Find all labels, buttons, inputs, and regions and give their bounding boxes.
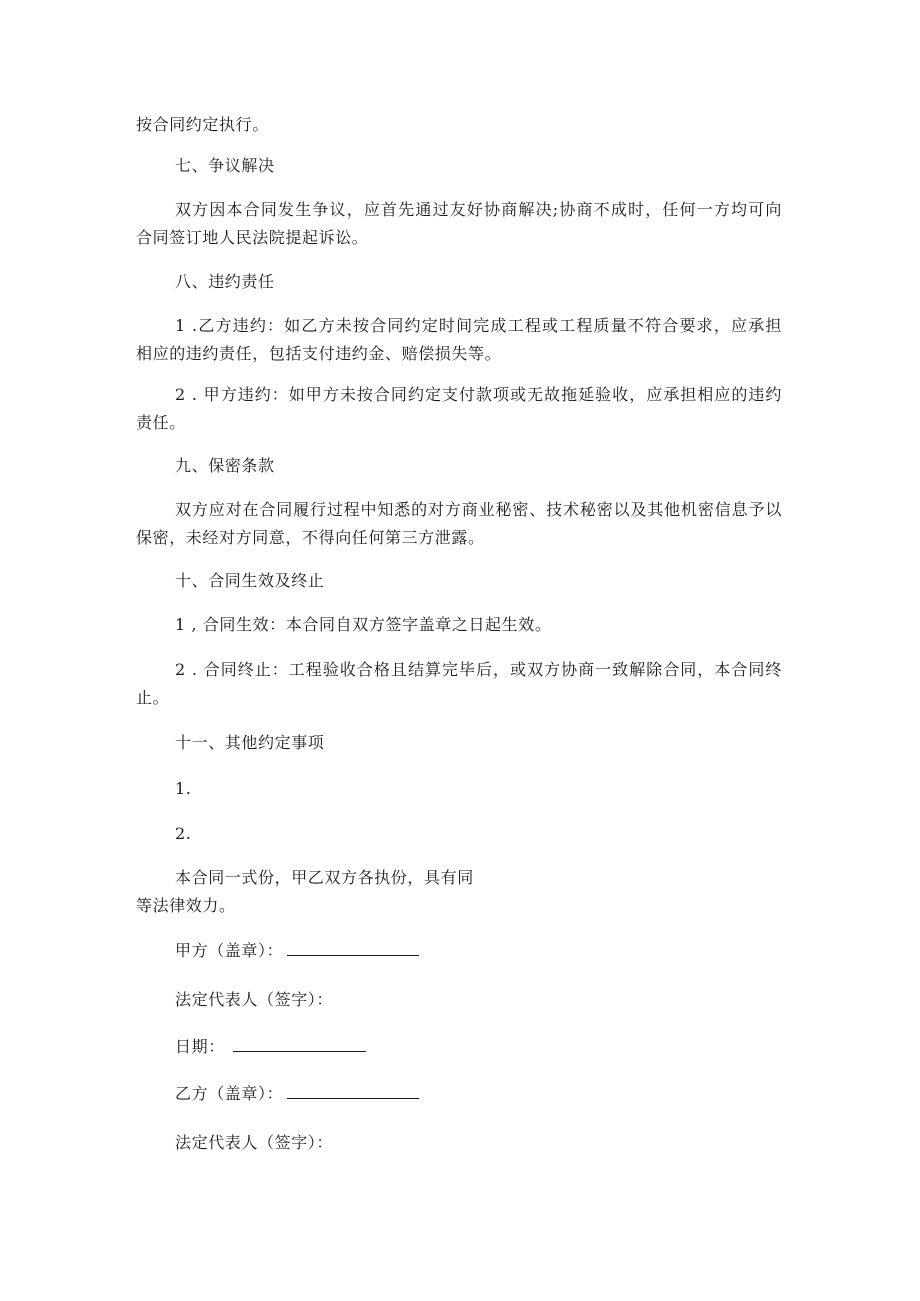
party-a-representative-label: 法定代表人（签字）： <box>175 990 334 1009</box>
paragraph-line: 双方因本合同发生争议，应首先通过友好协商解决;协商不成时，任何一方均可向 <box>175 200 782 219</box>
section-heading-11: 十一、其他约定事项 <box>175 733 325 752</box>
paragraph-line: 双方应对在合同履行过程中知悉的对方商业秘密、技术秘密以及其他机密信息予以 <box>175 500 782 519</box>
paragraph-line: 合同签订地人民法院提起诉讼。 <box>136 228 369 247</box>
paragraph-line: 相应的违约责任，包括支付违约金、赔偿损失等。 <box>136 344 502 363</box>
signature-blank <box>287 1084 419 1099</box>
section-heading-9: 九、保密条款 <box>175 456 275 475</box>
date-label: 日期： <box>175 1037 225 1056</box>
party-b-representative-label: 法定代表人（签字）： <box>175 1133 334 1152</box>
list-item: 1. <box>175 779 192 798</box>
paragraph-line: 止。 <box>136 688 170 707</box>
paragraph-line: 责任。 <box>136 413 186 432</box>
paragraph-line: 1 .乙方违约：如乙方未按合同约定时间完成工程或工程质量不符合要求，应承担 <box>175 316 782 335</box>
party-a-seal-label: 甲方（盖章）： <box>175 941 284 960</box>
party-b-seal-label: 乙方（盖章）： <box>175 1084 284 1103</box>
list-item: 2. <box>175 824 192 843</box>
paragraph-line: 等法律效力。 <box>136 896 236 915</box>
section-heading-8: 八、违约责任 <box>175 272 275 291</box>
text-line: 按合同约定执行。 <box>136 115 269 134</box>
paragraph-line: 1 , 合同生效：本合同自双方签字盖章之日起生效。 <box>175 615 552 634</box>
paragraph-line: 2 . 甲方违约：如甲方未按合同约定支付款项或无故拖延验收，应承担相应的违约 <box>175 385 782 404</box>
date-blank <box>233 1037 366 1052</box>
paragraph-line: 保密，未经对方同意，不得向任何第三方泄露。 <box>136 528 485 547</box>
date-row <box>175 1037 366 1057</box>
paragraph-line: 本合同一式份，甲乙双方各执份，具有同 <box>175 868 474 887</box>
section-heading-10: 十、合同生效及终止 <box>175 571 325 590</box>
section-heading-7: 七、争议解决 <box>175 156 275 175</box>
signature-blank <box>287 941 419 956</box>
party-b-seal-row <box>175 1084 419 1104</box>
paragraph-line: 2 . 合同终止：工程验收合格且结算完毕后，或双方协商一致解除合同，本合同终 <box>175 660 782 679</box>
party-a-seal-row <box>175 941 419 961</box>
